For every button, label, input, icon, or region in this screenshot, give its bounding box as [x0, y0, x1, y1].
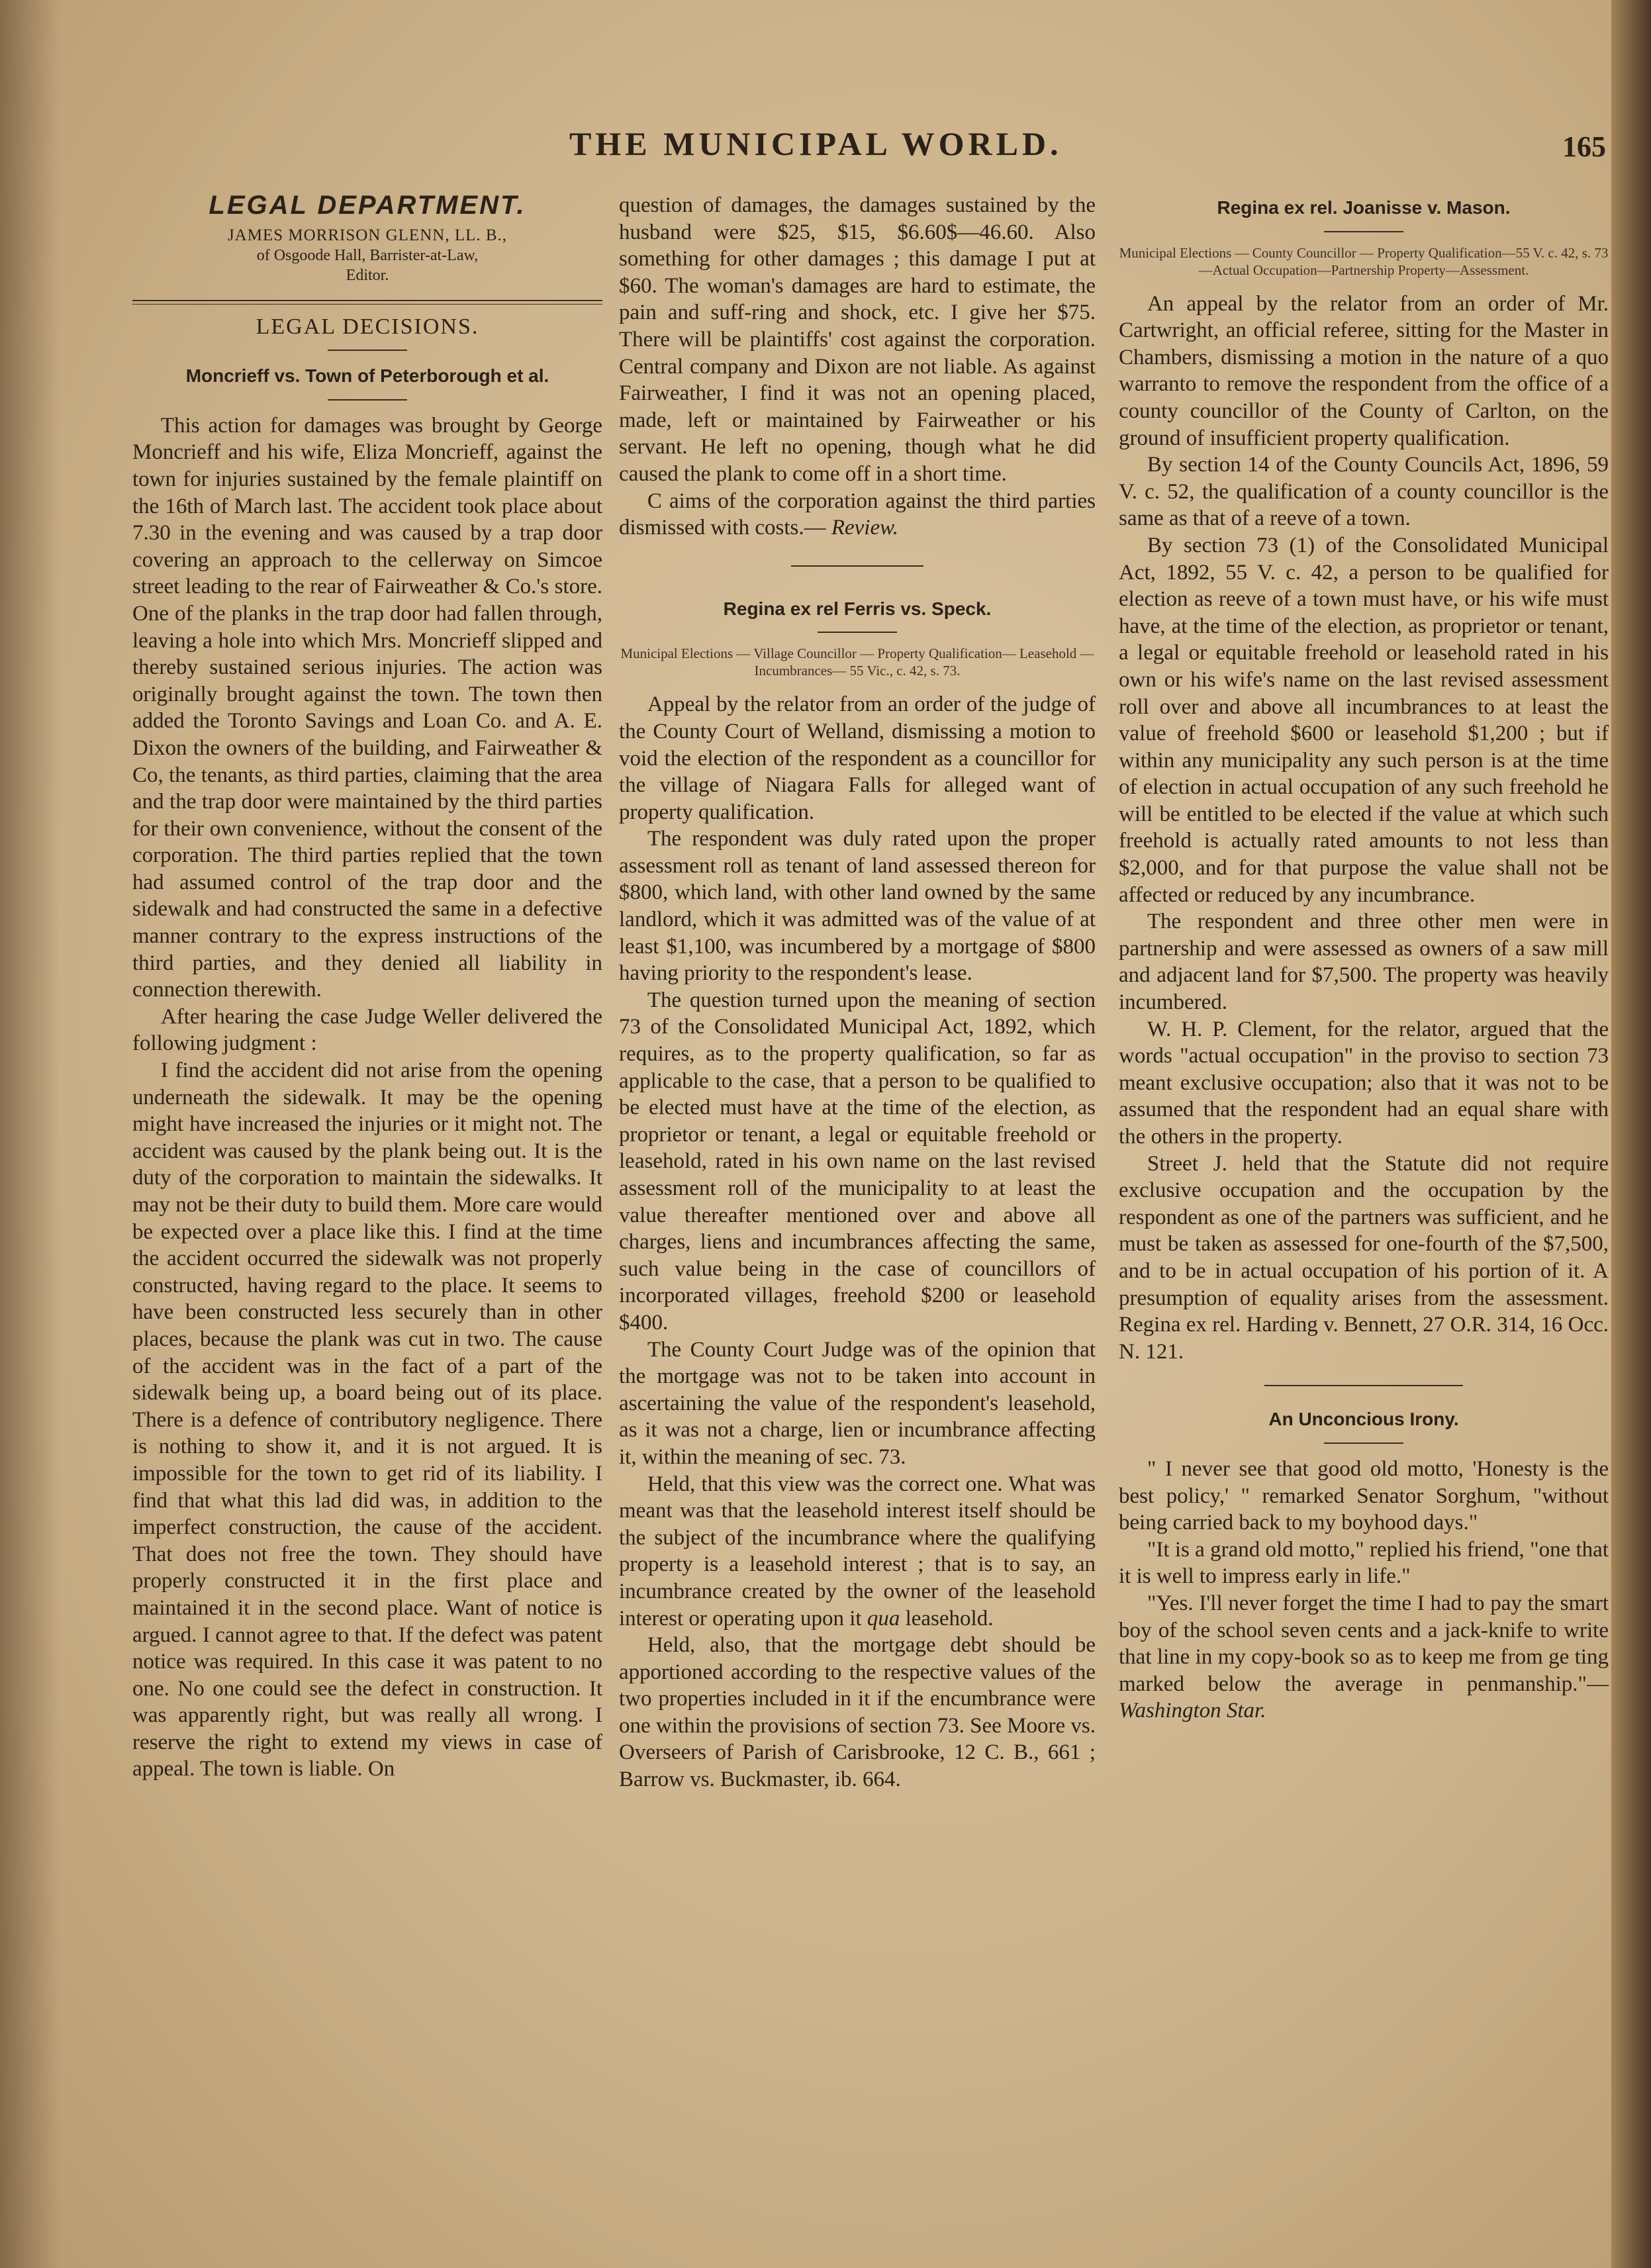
divider: [328, 350, 407, 351]
paragraph: Appeal by the relator from an order of the judge of the County Court of Welland, dismissing a motion to void the election of the respondent as a councillor for the village of Niagara Falls for alleged want of property qualification.: [619, 692, 1096, 824]
editor-name: JAMES MORRISON GLENN, LL. B.,: [227, 226, 508, 244]
page-edge-shadow: [0, 0, 60, 2268]
case-subject: Municipal Elections — County Councillor — Property Qualification—55 V. c. 42, s. 73—Actual Occupation—Partnership Property—Assessment.: [1119, 244, 1609, 278]
case-title: Regina ex rel Ferris vs. Speck.: [723, 598, 992, 619]
divider: [328, 399, 407, 401]
book-spine: [1611, 0, 1651, 2268]
paragraph: Held, also, that the mortgage debt should be apportioned according to the respective values of the two properties included in it if the encumbrance were one within the provisions of section 73. See Moore vs. Overseers of Parish of Carisbrooke, 12 C. B., 661 ; Barrow vs. Buckmaster, ib. 664.: [619, 1633, 1096, 1792]
divider: [132, 300, 602, 305]
paragraph: The respondent and three other men were in partnership and were assessed as owners of a saw mill and adjacent land for $7,500. The property was heavily incumbered.: [1119, 910, 1609, 1015]
paragraph: After hearing the case Judge Weller delivered the following judgment :: [132, 1004, 602, 1056]
paragraph: By section 14 of the County Councils Act, 1896, 59 V. c. 52, the qualification of a county councillor is the same as that of a reeve of a town.: [1119, 453, 1609, 531]
paragraph: [1119, 1590, 1609, 1725]
paragraph: "It is a grand old motto," replied his friend, "one that it is well to impress early in life.": [1119, 1537, 1609, 1589]
paragraph: question of damages, the damages sustained by the husband were $25, $15, $6.60$—46.60. Also something for other damages ; this damage I put at $60. The woman's damages are hard to estimate, the pain and suff-ring and shock, etc. I give her $75. There will be plaintiffs' cost against the corporation. Central company and Dixon are not liable. As against Fairweather, I find it was not an opening placed, made, left or maintained by Fairweather or his servant. He left no opening, though what he did caused the plank to come off in a short time.: [619, 193, 1096, 486]
editor-block: [132, 226, 602, 285]
paragraph: The respondent was duly rated upon the proper assessment roll as tenant of land assessed thereon for $800, which land, with other land owned by the same landlord, which it was admitted was of the value of at least $1,100, was incumbered by a mortgage of $800 having priority to the respondent's lease.: [619, 827, 1096, 986]
claims-source: Review.: [831, 516, 898, 540]
running-title: THE MUNICIPAL WORLD.: [569, 125, 1062, 162]
anecdote-title: An Unconcious Irony.: [1268, 1409, 1459, 1430]
editor-role: Editor.: [346, 266, 389, 284]
divider: [791, 565, 923, 567]
paragraph: Street J. held that the Statute did not require exclusive occupation and the occupation by the respondent as one of the partners was sufficient, and he must be taken as assessed for one-fourth of the $7,500, and to be in actual occupation of his portion of it. A presumption of equality arises from the assessment. Regina ex rel. Harding v. Bennett, 27 O.R. 314, 16 Occ. N. 121.: [1119, 1151, 1609, 1364]
paragraph: The question turned upon the meaning of section 73 of the Consolidated Municipal Act, 1892, which requires, as to the property qualification, so far as applicable to the case, that a person to be qualified to be elected must have at the time of the election, as proprietor or tenant, a legal or equitable freehold or leasehold, rated in his own name on the last revised assessment roll of the municipality to at least the value thereafter mentioned over and above all charges, liens and incumbrances affecting the same, such value being in the case of councillors of incorporated villages, freehold $200 or leasehold $400.: [619, 988, 1096, 1335]
claims-text: C aims of the corporation against the third parties dismissed with costs.—: [619, 489, 1096, 540]
column-2: [619, 192, 1096, 1793]
paragraph: [619, 1471, 1096, 1632]
case-title: Moncrieff vs. Town of Peterborough et al.: [185, 365, 549, 387]
case-subject: Municipal Elections — Village Councillor — Property Qualification— Leasehold — Incumbrances— 55 Vic., c. 42, s. 73.: [620, 645, 1094, 679]
paragraph: " I never see that good old motto, 'Honesty is the best policy,' " remarked Senator Sorghum, "without being carried back to my boyhood days.": [1119, 1456, 1609, 1535]
department-title: LEGAL DEPARTMENT.: [209, 191, 526, 220]
divider: [818, 632, 897, 633]
paragraph: By section 73 (1) of the Consolidated Municipal Act, 1892, 55 V. c. 42, a person to be qualified for election as reeve of a town must have, or his wife must have, at the time of the election, as proprietor or tenant, a legal or equitable freehold or leasehold rated in his own or his wife's name on the last revised assessment roll over and above all incumbrances to at least the value of freehold $600 or leasehold $1,200 ; but if within any municipality any such person is at the time of election in actual occupation of any such freehold he will be entitled to be elected if the value at which such freehold is actually rated amounts to not less than $2,000, and for that purpose the value shall not be affected or reduced by any incumbrance.: [1119, 533, 1609, 907]
paragraph-text: "Yes. I'll never forget the time I had to pay the smart boy of the school seven cents and a jack-knife to write that line in my copy-book so as to keep me from ge ting marked below the average in penmanship."—: [1119, 1591, 1609, 1696]
section-title: LEGAL DECISIONS.: [256, 314, 479, 339]
column-3: [1119, 192, 1609, 1725]
divider: [1324, 1442, 1403, 1444]
column-1: [132, 192, 602, 1783]
divider: [1264, 1385, 1463, 1386]
paragraph: This action for damages was brought by George Moncrieff and his wife, Eliza Moncrieff, against the town for injuries sustained by the female plaintiff on the 16th of March last. The accident took place about 7.30 in the evening and was caused by a trap door covering an approach to the cellerway on Simcoe street leading to the rear of Fairweather & Co.'s store. One of the planks in the trap door had fallen through, leaving a hole into which Mrs. Moncrieff slipped and thereby sustained serious injuries. The action was originally brought against the town. The town then added the Toronto Savings and Loan Co. and A. E. Dixon the owners of the building, and Fairweather & Co, the tenants, as third parties, claiming that the area and the trap door were maintained by the third parties for their own convenience, without the consent of the corporation. The third parties replied that the town had assumed control of the trap door and the sidewalk and had constructed the same in a defective manner contrary to the express instructions of the third parties, and they denied all liability in connection therewith.: [132, 413, 602, 1002]
anecdote-source: Washington Star.: [1119, 1699, 1266, 1723]
page-number: 165: [1562, 130, 1606, 163]
paragraph: The County Court Judge was of the opinion that the mortgage was not to be taken into account in ascertaining the value of the respondent's leasehold, as it was not a charge, lien or incumbrance affecting it, within the meaning of sec. 73.: [619, 1337, 1096, 1469]
editor-affiliation: of Osgoode Hall, Barrister-at-Law,: [256, 246, 479, 264]
paragraph-text: Held, that this view was the correct one. What was meant was that the leasehold interest itself should be the subject of the incumbrance where the qualifying property is a leasehold interest ; that is to say, an incumbrance created by the owner of the leasehold interest or operating upon it: [619, 1472, 1096, 1630]
paragraph: [619, 488, 1096, 542]
case-title: Regina ex rel. Joanisse v. Mason.: [1217, 197, 1511, 218]
divider: [1324, 231, 1403, 232]
paragraph: W. H. P. Clement, for the relator, argued that the words "actual occupation" in the proviso to section 73 meant exclusive occupation; also that it was not to be assumed that the respondent had an equal share with the others in the property.: [1119, 1017, 1609, 1149]
qua-word: qua: [867, 1606, 900, 1630]
paragraph: An appeal by the relator from an order of Mr. Cartwright, an official referee, sitting for the Master in Chambers, dismissing a motion in the nature of a quo warranto to remove the respondent from the office of a county councillor of the County of Carlton, on the ground of insufficient property qualification.: [1119, 291, 1609, 450]
paragraph: I find the accident did not arise from the opening underneath the sidewalk. It may be the opening might have increased the injuries or it might not. The accident was caused by the plank being out. It is the duty of the corporation to maintain the sidewalks. It may not be their duty to build them. More care would be expected over a place like this. I find at the time the accident occurred the sidewalk was not properly constructed, having regard to the place. It seems to have been constructed less securely than in other places, because the plank was cut in two. The cause of the accident was in the fact of a part of the sidewalk being up, a board being out of its place. There is a defence of contributory negligence. There is nothing to show it, and it is not argued. It is impossible for the town to get rid of its liability. I find that what this lad did was, in addition to the imperfect construction, the cause of the accident. That does not free the town. They should have properly constructed it in the first place and maintained it in the second place. Want of notice is argued. I cannot agree to that. If the defect was patent notice was required. In this case it was patent to no one. No one could see the defect in construction. It was apparently right, but was really all wrong. I reserve the right to extend my views in case of appeal. The town is liable. On: [132, 1059, 602, 1781]
qua-rest: leasehold.: [900, 1606, 994, 1630]
